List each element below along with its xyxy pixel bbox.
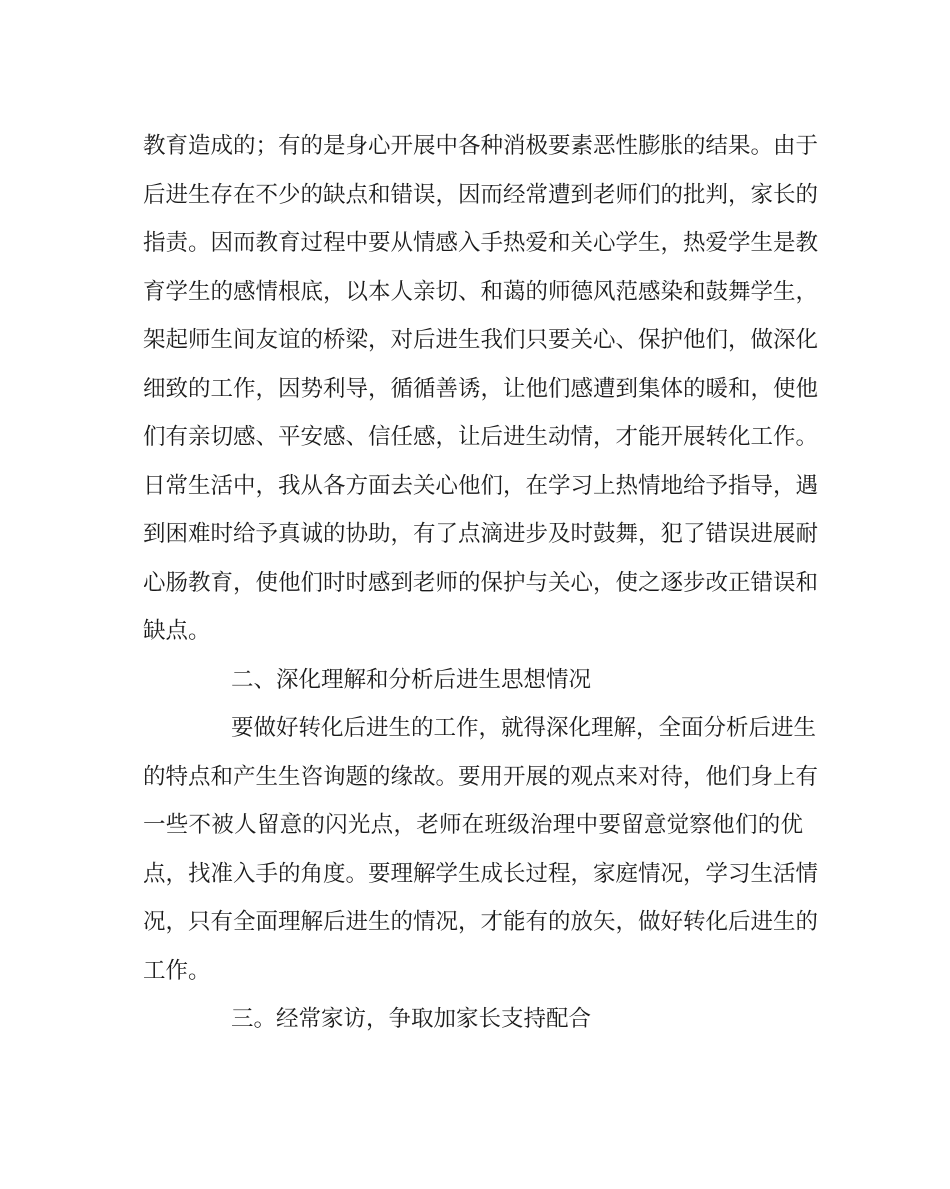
paragraph-line: 工作。 [143, 957, 211, 984]
section-heading: 三。经常家访，争取加家长支持配合 [231, 1006, 592, 1032]
document-body [143, 122, 819, 1044]
paragraph-line: 日常生活中，我从各方面去关心他们，在学习上热情地给予指导，遇 [143, 472, 819, 499]
paragraph-line: 缺点。 [143, 618, 211, 644]
paragraph-line: 指责。因而教育过程中要从情感入手热爱和关心学生，热爱学生是教 [143, 230, 819, 256]
paragraph-line: 细致的工作，因势利导，循循善诱，让他们感遭到集体的暖和，使他 [143, 375, 819, 402]
paragraph-line: 要做好转化后进生的工作，就得深化理解，全面分析后进生 [231, 715, 817, 741]
paragraph-line: 点，找准入手的角度。要理解学生成长过程，家庭情况，学习生活情 [143, 860, 819, 887]
paragraph-line: 一些不被人留意的闪光点，老师在班级治理中要留意觉察他们的优 [143, 812, 803, 838]
paragraph-line: 教育造成的；有的是身心开展中各种消极要素恶性膨胀的结果。由于 [143, 133, 819, 159]
paragraph-line: 们有亲切感、平安感、信任感，让后进生动情，才能开展转化工作。 [143, 424, 819, 450]
paragraph-line: 到困难时给予真诚的协助，有了点滴进步及时鼓舞，犯了错误进展耐 [143, 521, 819, 547]
paragraph-line: 架起师生间友谊的桥梁，对后进生我们只要关心、保护他们，做深化 [143, 327, 819, 353]
paragraph-line: 育学生的感情根底，以本人亲切、和蔼的师德风范感染和鼓舞学生， [143, 278, 819, 305]
paragraph-line: 的特点和产生生咨询题的缘故。要用开展的观点来对待，他们身上有 [143, 763, 819, 790]
paragraph-line: 况，只有全面理解后进生的情况，才能有的放矢，做好转化后进生的 [143, 909, 819, 935]
paragraph-line: 心肠教育，使他们时时感到老师的保护与关心，使之逐步改正错误和 [143, 569, 819, 596]
section-heading: 二、深化理解和分析后进生思想情况 [231, 666, 592, 693]
paragraph-line: 后进生存在不少的缺点和错误，因而经常遭到老师们的批判，家长的 [143, 181, 819, 208]
